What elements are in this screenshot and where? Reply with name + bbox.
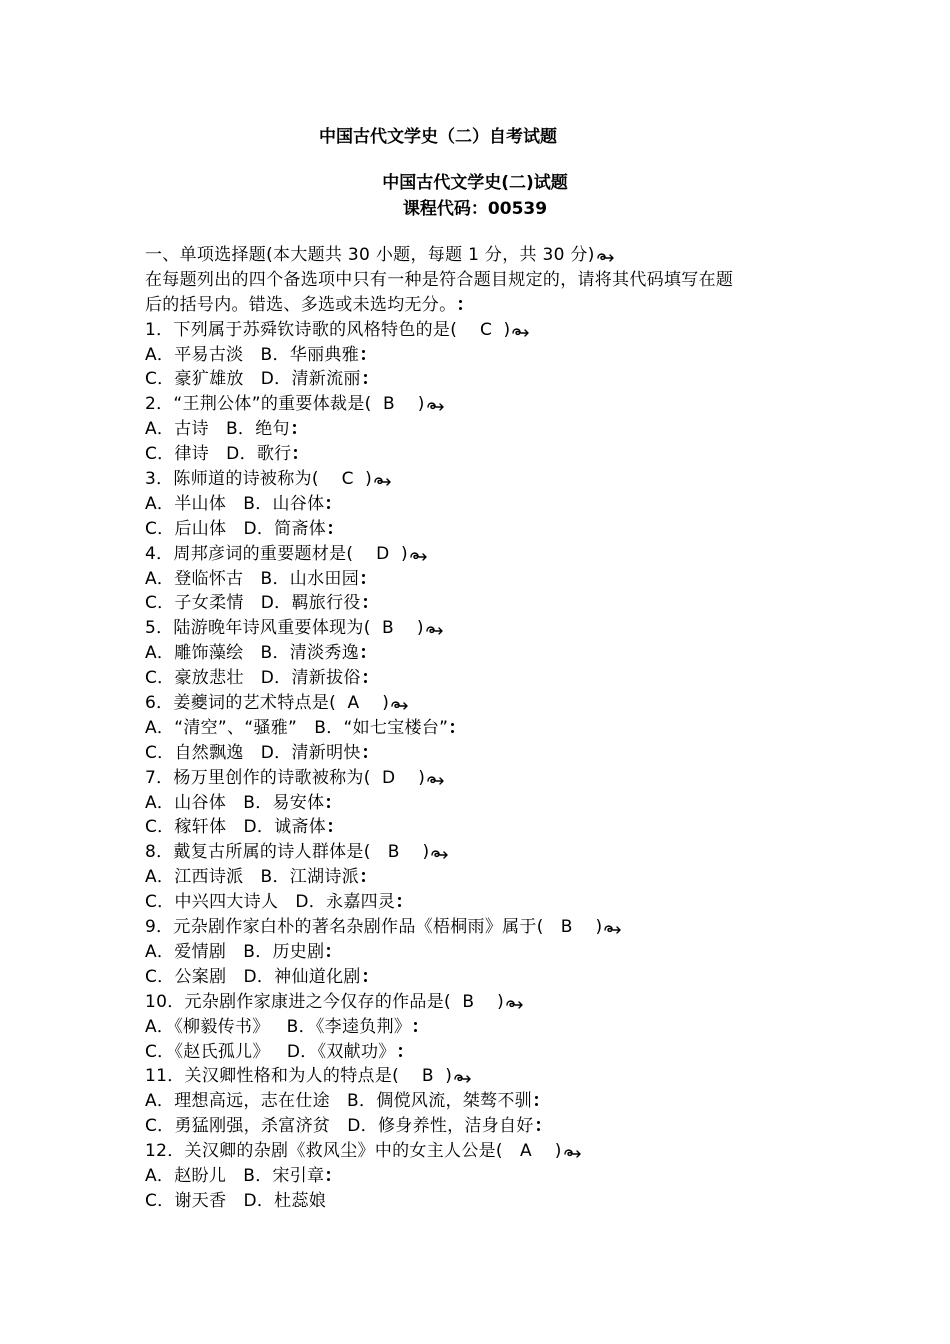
paragraph-mark-icon (373, 472, 393, 486)
line-break-mark-icon (364, 746, 368, 760)
text-line (145, 567, 815, 592)
text-line (145, 492, 815, 517)
line-text: A．雕饰藻绘 B．清淡秀逸 (145, 643, 360, 664)
paragraph-mark-icon (425, 621, 445, 635)
text-line (145, 865, 815, 890)
text-line (145, 318, 815, 343)
text-line (145, 1114, 815, 1139)
line-break-mark-icon (537, 1119, 541, 1133)
line-text: 后的括号内。错选、多选或未选均无分。 (145, 294, 457, 315)
paragraph-mark-icon (426, 397, 446, 411)
line-break-mark-icon (362, 348, 366, 362)
line-break-mark-icon (327, 497, 331, 511)
line-text: 6．姜夔词的艺术特点是( A ) (145, 693, 390, 714)
paragraph-mark-icon (563, 1144, 583, 1158)
line-text: A．“清空”、“骚雅” B．“如七宝楼台” (145, 717, 449, 738)
text-line (145, 1164, 815, 1189)
text-line (145, 766, 815, 791)
line-text: C．律诗 D．歌行 (145, 444, 292, 465)
text-line (145, 293, 815, 318)
line-text: C．勇猛刚强，杀富济贫 D．修身养性，洁身自好 (145, 1116, 534, 1137)
line-text: A．爱情剧 B．历史剧 (145, 941, 325, 962)
paragraph-mark-icon (596, 248, 616, 262)
line-break-mark-icon (327, 945, 331, 959)
line-text: C．《赵氏孤儿》 D．《双献功》 (145, 1041, 396, 1062)
paragraph-mark-icon (505, 995, 525, 1009)
line-text: 8．戴复古所属的诗人群体是( B ) (145, 842, 430, 863)
line-text: C．中兴四大诗人 D．永嘉四灵 (145, 892, 396, 913)
text-line (145, 716, 815, 741)
text-line (145, 442, 815, 467)
line-text: 5．陆游晚年诗风重要体现为( B ) (145, 618, 424, 639)
exam-subtitle: 中国古代文学史(二)试题 (382, 173, 568, 193)
line-break-mark-icon (362, 646, 366, 660)
paragraph-mark-icon (430, 845, 450, 859)
text-line (145, 343, 815, 368)
line-text: A．平易古淡 B．华丽典雅 (145, 344, 360, 365)
line-text: C．谢天香 D．杜蕊娘 (145, 1190, 327, 1211)
text-line (145, 840, 815, 865)
line-break-mark-icon (364, 372, 368, 386)
text-line (145, 467, 815, 492)
line-text: 7．杨万里创作的诗歌被称为( D ) (145, 767, 426, 788)
text-line (145, 1040, 815, 1065)
line-text: A．江西诗派 B．江湖诗派 (145, 867, 360, 888)
text-line (145, 965, 815, 990)
line-text: 2．“王荆公体”的重要体裁是( B ) (145, 394, 425, 415)
line-break-mark-icon (327, 796, 331, 810)
text-line (145, 940, 815, 965)
text-line (145, 1189, 815, 1214)
text-line (145, 691, 815, 716)
line-break-mark-icon (362, 572, 366, 586)
line-break-mark-icon (364, 970, 368, 984)
text-line (145, 1064, 815, 1089)
line-text: A．《柳毅传书》 B．《李逵负荆》 (145, 1016, 412, 1037)
text-line (145, 1089, 815, 1114)
text-line (145, 666, 815, 691)
line-break-mark-icon (399, 1045, 403, 1059)
line-break-mark-icon (329, 820, 333, 834)
line-break-mark-icon (294, 447, 298, 461)
text-line (145, 915, 815, 940)
text-line (145, 791, 815, 816)
line-break-mark-icon (329, 522, 333, 536)
line-text: A．理想高远，志在仕途 B．倜傥风流，桀骜不驯 (145, 1091, 533, 1112)
line-break-mark-icon (414, 1020, 418, 1034)
line-text: C．公案剧 D．神仙道化剧 (145, 966, 361, 987)
line-text: 11．关汉卿性格和为人的特点是( B ) (145, 1066, 453, 1087)
course-code: 课程代码：00539 (402, 199, 548, 219)
text-line (145, 815, 815, 840)
question-list (145, 243, 815, 1214)
text-line (145, 890, 815, 915)
document-title: 中国古代文学史（二）自考试题 (319, 127, 557, 147)
text-line (145, 591, 815, 616)
text-line (145, 990, 815, 1015)
line-text: A．登临怀古 B．山水田园 (145, 568, 360, 589)
line-break-mark-icon (398, 895, 402, 909)
text-line (145, 367, 815, 392)
text-line (145, 641, 815, 666)
line-text: C．后山体 D．简斋体 (145, 518, 327, 539)
line-break-mark-icon (535, 1094, 539, 1108)
paragraph-mark-icon (453, 1069, 473, 1083)
paragraph-mark-icon (603, 920, 623, 934)
line-text: C．自然飘逸 D．清新明快 (145, 742, 361, 763)
line-text: 9．元杂剧作家白朴的著名杂剧作品《梧桐雨》属于( B ) (145, 917, 603, 938)
text-line (145, 392, 815, 417)
text-line (145, 417, 815, 442)
text-line (145, 1139, 815, 1164)
line-text: 一、单项选择题(本大题共 30 小题，每题 1 分，共 30 分) (145, 245, 595, 265)
text-line (145, 268, 815, 293)
line-text: 在每题列出的四个备选项中只有一种是符合题目规定的，请将其代码填写在题 (145, 269, 734, 290)
line-text: 3．陈师道的诗被称为( C ) (145, 469, 373, 490)
line-break-mark-icon (327, 1169, 331, 1183)
text-line (145, 542, 815, 567)
line-text: C．豪犷雄放 D．清新流丽 (145, 369, 361, 390)
text-line (145, 741, 815, 766)
line-break-mark-icon (293, 422, 297, 436)
line-text: C．豪放悲壮 D．清新拔俗 (145, 668, 361, 689)
line-text: A．赵盼儿 B．宋引章 (145, 1165, 325, 1186)
line-break-mark-icon (459, 298, 463, 312)
line-text: C．稼轩体 D．诚斋体 (145, 817, 327, 838)
line-break-mark-icon (451, 721, 455, 735)
line-break-mark-icon (364, 671, 368, 685)
paragraph-mark-icon (511, 323, 531, 337)
line-text: 1．下列属于苏舜钦诗歌的风格特色的是( C ) (145, 319, 511, 340)
line-break-mark-icon (364, 596, 368, 610)
paragraph-mark-icon (390, 696, 410, 710)
text-line (145, 1015, 815, 1040)
line-text: 12．关汉卿的杂剧《救风尘》中的女主人公是( A ) (145, 1141, 562, 1162)
line-text: A．古诗 B．绝句 (145, 419, 290, 440)
text-line (145, 243, 815, 268)
paragraph-mark-icon (409, 547, 429, 561)
line-text: A．山谷体 B．易安体 (145, 792, 325, 813)
text-line (145, 616, 815, 641)
line-text: A．半山体 B．山谷体 (145, 493, 325, 514)
line-break-mark-icon (362, 870, 366, 884)
line-text: C．子女柔情 D．羁旅行役 (145, 593, 361, 614)
line-text: 4．周邦彦词的重要题材是( D ) (145, 543, 408, 564)
text-line (145, 517, 815, 542)
line-text: 10．元杂剧作家康进之今仅存的作品是( B ) (145, 991, 505, 1012)
paragraph-mark-icon (426, 771, 446, 785)
